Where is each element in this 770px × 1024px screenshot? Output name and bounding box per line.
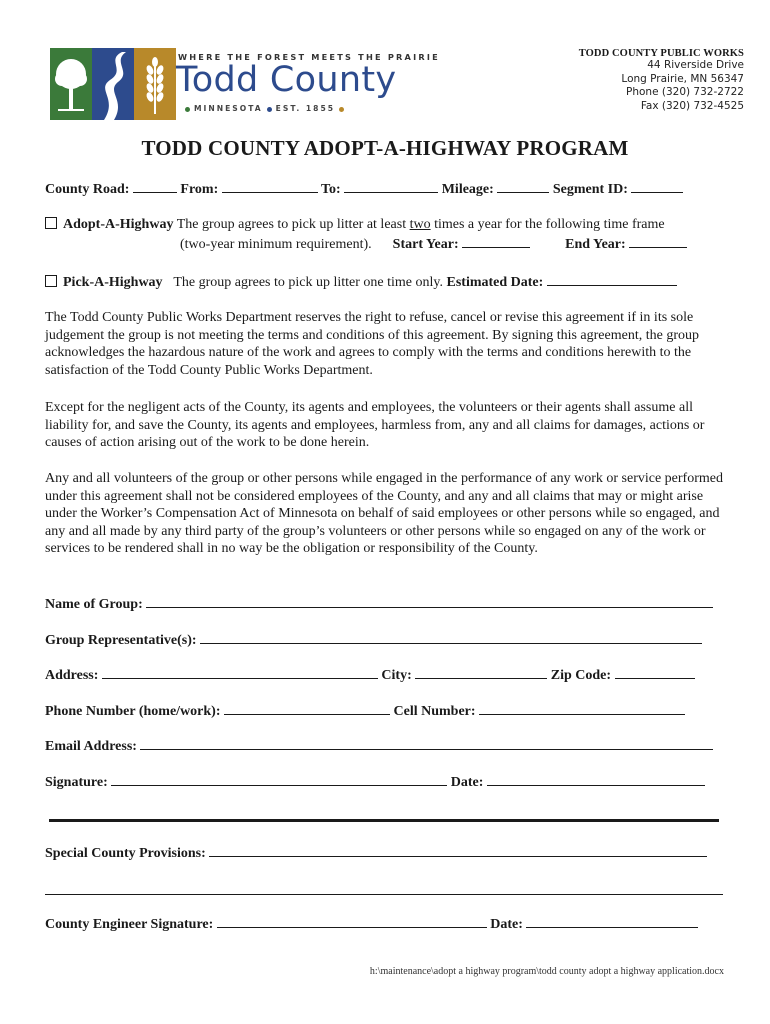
address-input[interactable] [102,666,378,679]
engineer-signature-input[interactable] [217,915,487,928]
end-year-field[interactable] [629,235,687,248]
signature-row [45,773,705,791]
file-path-footer: h:\maintenance\adopt a highway program\todd county adopt a highway application.docx [369,966,724,977]
engineer-date-label: Date: [490,917,523,932]
gold-dot-icon [339,107,344,112]
pick-label: Pick-A-Highway [63,275,163,290]
from-field[interactable] [222,180,318,193]
date-label: Date: [450,775,484,790]
email-label: Email Address: [45,739,137,754]
zip-label: Zip Code: [550,668,612,683]
special-provisions-label: Special County Provisions: [45,846,206,861]
start-year-label: Start Year: [392,237,459,252]
mileage-field[interactable] [497,180,549,193]
logo-tagline: WHERE THE FOREST MEETS THE PRAIRIE [178,52,440,62]
pick-option-row [45,273,677,291]
river-icon [92,48,134,120]
to-label: To: [321,182,341,197]
fax-line: Fax (320) 732-4525 [640,99,744,112]
city-input[interactable] [415,666,547,679]
logo-established: EST. 1855 [275,104,336,113]
address-row [45,666,695,684]
road-info-row [45,180,683,198]
representatives-input[interactable] [200,631,702,644]
date-input[interactable] [487,773,705,786]
logo-subline [181,104,348,113]
adopt-underlined-two: two [409,217,431,232]
estimated-date-field[interactable] [547,273,677,286]
phone-input[interactable] [224,702,390,715]
engineer-date-input[interactable] [526,915,698,928]
address-line-2: Long Prairie, MN 56347 [621,72,744,85]
special-provisions-extra-line[interactable] [45,894,723,895]
page-title: TODD COUNTY ADOPT-A-HIGHWAY PROGRAM [141,136,629,160]
pick-text: The group agrees to pick up litter one time only. [173,275,443,290]
address-label: Address: [45,668,99,683]
logo-state: MINNESOTA [194,104,263,113]
cell-input[interactable] [479,702,685,715]
group-name-row [45,595,713,613]
terms-paragraph-3: Any and all volunteers of the group or other persons while engaged in the performance of any work or service performed under this agreement shall not be considered employees of the County, and any and all claims that may or might arise under the Worker’s Compensation Act of Minnesota on behalf of said employees or other persons while so engaged, and any and all made by any third party of the group’s volunteers or other persons while so engaged on any of the work or services to be rendered shall in no way be the obligation or responsibility of the County. [45,471,723,557]
section-divider [49,819,719,822]
address-block [579,48,744,113]
pick-checkbox[interactable] [45,275,57,287]
email-input[interactable] [140,737,713,750]
start-year-field[interactable] [462,235,530,248]
segment-id-label: Segment ID: [552,182,628,197]
special-provisions-row [45,844,707,862]
cell-label: Cell Number: [393,704,476,719]
estimated-date-label: Estimated Date: [446,275,544,290]
adopt-text-after: times a year for the following time frame [434,217,665,232]
city-label: City: [381,668,412,683]
phone-line: Phone (320) 732-2722 [626,86,744,98]
adopt-checkbox[interactable] [45,217,57,229]
mileage-label: Mileage: [441,182,494,197]
county-road-label: County Road: [45,182,130,197]
adopt-option-row [45,217,665,233]
signature-input[interactable] [111,773,447,786]
engineer-signature-row [45,915,698,933]
representatives-label: Group Representative(s): [45,633,197,648]
phone-row [45,702,685,720]
tree-icon [50,48,92,120]
department-name: TODD COUNTY PUBLIC WORKS [578,48,744,59]
county-road-field[interactable] [133,180,177,193]
terms-paragraph-2: Except for the negligent acts of the County, its agents and employees, the volunteers or their agents shall assume all liability for, and save the County, its agents and employees, harmless from, any and all claims for damages, actions or causes of action arising out of the work to be done herein. [45,400,705,451]
representatives-row [45,631,702,649]
end-year-label: End Year: [565,237,626,252]
wheat-icon [134,48,176,120]
from-label: From: [180,182,219,197]
adopt-years-row [180,235,687,253]
terms-paragraph-1: The Todd County Public Works Department reserves the right to refuse, cancel or revise this agreement if in its sole judgement the group is not meeting the terms and conditions of this agreement. By signing this agreement, the group acknowledges the hazardous nature of the work and agrees to comply with the terms and conditions herewith to the satisfaction of the Todd County Public Works Department. [45,310,699,378]
adopt-text-line2: (two-year minimum requirement). [180,237,372,252]
segment-id-field[interactable] [631,180,683,193]
logo-brand-name: Todd County [176,60,397,100]
to-field[interactable] [344,180,438,193]
adopt-label: Adopt-A-Highway [63,217,174,232]
zip-input[interactable] [615,666,695,679]
engineer-signature-label: County Engineer Signature: [45,917,214,932]
group-name-input[interactable] [146,595,713,608]
group-name-label: Name of Group: [45,597,143,612]
email-row [45,737,713,755]
special-provisions-input[interactable] [209,844,707,857]
adopt-text-before: The group agrees to pick up litter at least [176,217,407,232]
green-dot-icon [185,107,190,112]
signature-label: Signature: [45,775,108,790]
phone-label: Phone Number (home/work): [45,704,221,719]
address-line-1: 44 Riverside Drive [647,59,744,71]
blue-dot-icon [267,107,272,112]
